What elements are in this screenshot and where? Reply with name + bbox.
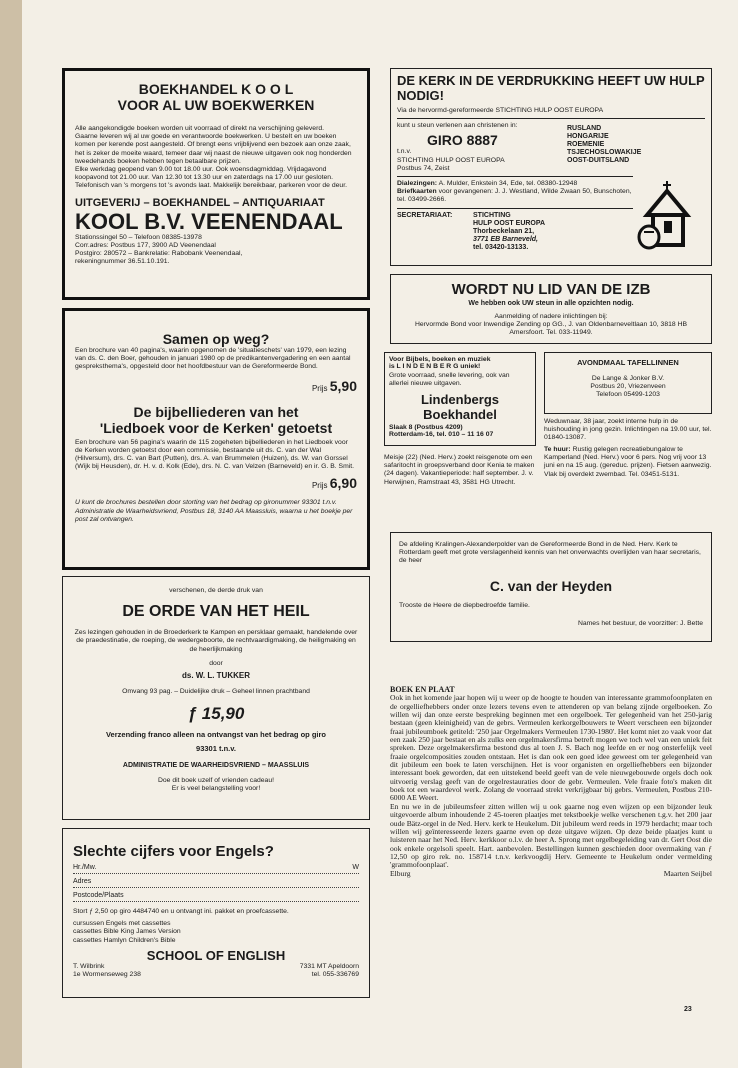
kerk-stichting: STICHTING HULP OOST EUROPA [397, 156, 505, 164]
engels-instructions: Stort ƒ 2,50 op giro 4484740 en u ontvangt ini. pakket en proefcassette. [73, 908, 289, 915]
form-label-name-suffix: W [352, 864, 359, 871]
lindenbergs-addr-2: Rotterdam-16, tel. 010 – 11 16 07 [389, 431, 494, 439]
article-body-2: En nu we in de jubileumsfeer zitten willen wij u ook gaarne nog even wijzen op een bijzonder leuk uitgevoerde album inhoudende 2 45-toeren plaatjes met tekstboekje welke verschenen t.g.v. het 200 jaar oude Bätz-orgel in de Ned. Herv. kerk te Heukelum. Dit jubileum werd reeds in 1979 herdacht; maar toch willen wij geïnteresseerde lezers gaarne even op deze uitgave wijzen. Op deze beide plaatjes kunt u luisteren naar het Ned. Herv. kerkkoor o.l.v. de heer A. Sprong met orgelbegeleiding van dr. Gert Oost die ook enkele orgelsoli speelt. Hart. aanbevolen. Bestellingen kunnen geschieden door overmaking van ƒ 12,50 op giro rek. no. 158714 t.n.v. kerkvoogdij Herv. Gemeente te Heukelum onder vermelding 'grammofoonplaat'. [390, 801, 712, 870]
orde-text: Zes lezingen gehouden in de Broederkerk te Kampen en persklaar gemaakt, handelende over de praedestinatie, de roeping, de wedergeboorte, de rechtvaardigmaking, de heiligmaking en de heerlijkmaking [74, 629, 358, 653]
country: HONGARIJE [567, 133, 609, 140]
kerk-tnv: t.n.v. [397, 148, 412, 156]
form-field-address[interactable] [73, 874, 359, 888]
classified-te-huur [544, 446, 712, 479]
ad-tafellinnen [544, 352, 712, 414]
kool-address-4: rekeningnummer 36.51.10.191. [75, 258, 170, 266]
liedboek-price-label: Prijs [311, 481, 328, 491]
article-body-1: Ook in het komende jaar hopen wij u weer op de hoogte te houden van interessante grammofoonplaten en de orgelliefhebbers onder onze lezers tevens even te attenderen op van belang zijnde orgelboeken. Zo willen wij dan onze eerste bespreking beginnen met een orgelboek. Ter gelegenheid van het 250-jarig bestaan (geen kleinigheid) van de gebrs. Vermeulen kerkorgelbouwers te Weert verscheen een bijzonder fraai jubileumboek getiteld: '250 jaar Orgelmakers Vermeulen 1730-1980'. Het komt niet zo vaak voor dat een zaak 250 jaar bestaat en als zulks een orgelmakersfirma betreft mogen we toch wel van een uniek feit spreken. Deze orgelmakersfirma bestond dus al toen J. S. Bach nog leefde en er nog onsterfelijk veel fraaie orgelcomposities zouden ontstaan. Het is dan ook een goed idee geweest om ter gelegenheid van dit jubileum een boek te laten verschijnen. Het is voor organisten en orgelliefhebbers een bijzonder interessant boek geworden, dat een uitstekend beeld geeft van de vele nieuwgebouwde orgels doch ook uitvoerig verslag geeft van de orgelrestauraties door de gebr. Vermeulen. Vele fraaie foto's maken dit boek tot een waardevol werk. Zolang de voorraad strekt verkrijgbaar bij gebrs. Vermeulen, Postbus 210-6000 AE Weert. [390, 693, 712, 803]
form-field-name[interactable] [73, 860, 359, 874]
obituary-sign: Names het bestuur, de voorzitter: J. Bette [577, 619, 703, 627]
countries-list [567, 125, 641, 165]
orde-pre: verschenen, de derde druk van [169, 587, 263, 594]
engels-contact-row-1 [73, 963, 359, 971]
izb-title: WORDT NU LID VAN DE IZB [451, 281, 651, 298]
izb-subtitle: We hebben ook UW steun in alle opzichten nodig. [468, 300, 634, 307]
divider [397, 176, 633, 177]
orde-giro: 93301 t.n.v. [196, 744, 236, 754]
obituary-name: C. van der Heyden [489, 577, 613, 594]
order-instructions: U kunt de brochures bestellen door storting van het bedrag op gironummer 93301 t.n.v. Administratie de Waarheidsvriend, Postbus 18, 3140 AA Maassluis, waarna u het boekje per post zal ontvangen. [75, 499, 353, 523]
lindenbergs-name-1: Lindenbergs [420, 392, 499, 408]
sec-line: 3771 EB Barneveld, [473, 235, 538, 243]
article-boek-en-plaat [390, 686, 712, 878]
kool-text-2: Gaarne leveren wij al uw goede en verantwoorde boekwerken. U besteIt en uw boeken komen per kerende post aangesteld. Of brengt eens vrijblijvend een bezoek aan onze zaak, het is zeker de moeite waard, temeer daar wij naast de nieuwe uitgaven ook nog honderden tweedehands boeken hebben tegen betaalbare prijzen. [75, 133, 352, 165]
dial-label: Dialezingen: [397, 180, 438, 188]
divider [397, 208, 633, 209]
kool-address-3: Postgiro: 280572 – Bankrelatie: Rabobank Veenendaal, [75, 250, 243, 258]
orde-price: ƒ 15,90 [187, 704, 245, 724]
dial-text: A. Mulder, Enkstein 34, Ede, tel. 08380-12948 [438, 180, 578, 188]
form-label-postcode: Postcode/Plaats [73, 892, 124, 899]
engels-street: 1e Wormenseweg 238 [73, 971, 141, 979]
tafellinnen-title: AVONDMAAL TAFELLINNEN [577, 358, 679, 367]
samen-price-label: Prijs [311, 383, 328, 393]
liedboek-title-2: 'Liedboek voor de Kerken' getoetst [99, 419, 333, 436]
liedboek-title-1: De bijbelliederen van het [133, 403, 299, 420]
sec-line: Thorbeckelaan 21, [473, 227, 535, 235]
kool-company-name: KOOL B.V. VEENENDAAL [75, 208, 343, 234]
newspaper-page [22, 0, 738, 1068]
samen-price: 5,90 [329, 377, 357, 394]
ad-slechte-cijfers [62, 828, 370, 998]
ad-boekhandel-kool [62, 68, 370, 300]
lindenbergs-name-2: Boekhandel [423, 407, 497, 423]
divider [397, 118, 705, 119]
samen-price-row [75, 378, 357, 394]
classified-meisje: Meisje (22) (Ned. Herv.) zoekt reisgenote om een safaritocht in groepsverband door Kenia te maken (24 dagen). Vakantieperiode: half september. J. v. Herwijnen, Ramstraat 43, 3581 HG Utrecht. [384, 454, 535, 486]
form-field-postcode[interactable] [73, 888, 359, 902]
country: TSJECHOSLOWAKIJE [567, 149, 642, 156]
tafellinnen-line-3: Telefoon 05499-1203 [596, 391, 660, 399]
engels-city: 7331 MT Apeldoorn [299, 962, 359, 970]
orde-author: ds. W. L. TUKKER [182, 671, 250, 681]
orde-format: Omvang 93 pag. – Duidelijke druk – Geheel linnen prachtband [122, 688, 310, 696]
ad-brochures [62, 308, 370, 570]
article-place: Elburg [390, 868, 411, 878]
liedboek-price: 6,90 [329, 475, 357, 492]
engels-item: cursussen Engels met cassettes [73, 920, 171, 928]
ad-obituary [390, 532, 712, 642]
liedboek-price-row [75, 475, 357, 491]
orde-title: DE ORDE VAN HET HEIL [122, 603, 310, 621]
kool-title-1: BOEKHANDEL K O O L [138, 81, 294, 97]
kool-text-3: Elke werkdag geopend van 9.00 tot 18.00 uur. Ook woensdagmiddag. Vrijdagavond koopavond tot 21.00 uur. Van 12.30 tot 13.30 uur en zaterdags na 17.00 uur gesloten. Telefonisch van 's morgens tot 's avonds laat. Makkelijk bereikbaar, parkeren voor de deur. [75, 166, 347, 190]
country: OOST-DUITSLAND [567, 157, 630, 164]
sec-line: tel. 03420-13133. [473, 243, 529, 251]
country: RUSLAND [567, 125, 602, 132]
kerk-via: Via de hervormd-gereformeerde STICHTING HULP OOST EUROPA [397, 107, 604, 114]
engels-item: cassettes Bible King James Version [73, 928, 181, 936]
engels-item: cassettes Hamlyn Children's Bible [73, 936, 176, 944]
article-signature [390, 870, 712, 878]
kerk-postbus: Postbus 74, Zeist [397, 164, 450, 172]
engels-title: Slechte cijfers voor Engels? [73, 843, 274, 860]
ad-kerk-verdrukking [390, 68, 712, 266]
orde-door: door [209, 659, 223, 667]
lindenbergs-line-1: Voor Bijbels, boeken en muziek [389, 356, 491, 363]
tafellinnen-line-2: Postbus 20, Vriezenveen [590, 383, 666, 391]
kerk-giro: GIRO 8887 [427, 132, 498, 149]
orde-gift-2: Er is veel belangstelling voor! [171, 785, 261, 793]
kool-title-2: VOOR AL UW BOEKWERKEN [117, 97, 315, 113]
engels-school: SCHOOL OF ENGLISH [146, 947, 286, 963]
izb-info-2: Hervormde Bond voor Inwendige Zending op GG., J. van Oldenbarneveltlaan 10, 3818 HB Amersfoort. Tel. 033-11949. [414, 321, 688, 337]
orde-admin: ADMINISTRATIE DE WAARHEIDSVRIEND – MAASSLUIS [122, 762, 310, 770]
lindenbergs-line-3: Grote voorraad, snelle levering, ook van allerlei nieuwe uitgaven. [389, 372, 510, 388]
church-bread-logo-icon [637, 177, 703, 251]
kerk-title: DE KERK IN DE VERDRUKKING HEEFT UW HULP NODIG! [397, 73, 705, 103]
kool-subtitle: UITGEVERIJ – BOEKHANDEL – ANTIQUARIAAT [75, 196, 325, 209]
te-huur-text: Rustig gelegen recreatiebungalow te Kamperland (Ned. Herv.) voor 6 pers. Nog vrij voor 13 juni en na 15 aug. (gereduc. prijzen). Fietsen aanwezig. Vlak bij overdekt zwembad. Tel. 03451-5131. [544, 446, 712, 478]
te-huur-label: Te huur: [544, 446, 571, 453]
sec-line: HULP OOST EUROPA [473, 219, 546, 227]
orde-shipping: Verzending franco alleen na ontvangst van het bedrag op giro [105, 730, 327, 740]
article-author: Maarten Seijbel [663, 868, 712, 878]
engels-contact-row-2 [73, 971, 359, 979]
obituary-text: De afdeling Kralingen-Alexanderpolder van de Gereformeerde Bond in de Ned. Herv. Kerk te Rotterdam geeft met grote verslagenheid kennis van het onverwachts overlijden van haar secretaris, de heer [399, 541, 701, 565]
brief-label: Briefkaarten [397, 188, 437, 196]
brief-text: voor gevangenen: J. J. Westland, Wilde Zwaan 50, Bunschoten, tel. 03499-2666. [397, 188, 632, 204]
ad-orde-van-het-heil [62, 576, 370, 820]
form-label-name: Hr./Mw. [73, 864, 97, 871]
tafellinnen-line-1: De Lange & Jonker B.V. [591, 375, 665, 382]
orde-gift-1: Doe dit boek uzelf of vrienden cadeau! [157, 777, 274, 785]
obituary-trooste: Trooste de Heere de diepbedroefde familie. [399, 601, 530, 609]
kerk-dialezingen [397, 180, 633, 188]
country: ROEMENIE [567, 141, 605, 148]
lindenbergs-addr-1: Slaak 8 (Postbus 4209) [389, 424, 463, 432]
classified-weduwnaar: Weduwnaar, 38 jaar, zoekt interne hulp in de huishouding in jong gezin. Inlichtingen na 19.00 uur, tel. 01840-13087. [544, 418, 712, 442]
form-label-address: Adres [73, 878, 92, 885]
lindenbergs-line-2: is L I N D E N B E R G uniek! [389, 363, 481, 370]
samen-title: Samen op weg? [162, 331, 270, 347]
kerk-briefkaarten [397, 188, 633, 204]
izb-info-1: Aanmelding of nadere inlichtingen bij: [494, 313, 608, 320]
kerk-kunt: kunt u steun verlenen aan christenen in: [397, 122, 518, 130]
ad-izb [390, 274, 712, 344]
page-number: 23 [684, 1006, 692, 1013]
kool-address-2: Corr.adres: Postbus 177, 3900 AD Veenendaal [75, 241, 216, 249]
ad-lindenbergs [384, 352, 536, 446]
liedboek-text: Een brochure van 56 pagina's waarin de 115 zogeheten bijbelliederen in het Liedboek voor de Kerken worden getoetst door een commissie, bestaande uit ds. C. van der Wal (Hilversum), drs. C. van Bart (Putten), drs. A. van Brummelen (Huizen), ds. W. van Gorssel (Wijk bij Heusden), dr. H. v. d. Kolk (Ede), drs. N. C. van Velzen (Barneveld) en ir. G. B. Smit. [75, 438, 355, 471]
kool-text-1: Alle aangekondigde boeken worden uit voorraad of direkt na verschijning geleverd. [75, 125, 325, 132]
kool-address-1: Stationssingel 50 – Telefoon 08385-13978 [75, 233, 202, 241]
engels-name: T. Wilbrink [73, 962, 105, 970]
article-title: BOEK EN PLAAT [390, 685, 455, 694]
sec-line: STICHTING [473, 211, 511, 219]
samen-text: Een brochure van 40 pagina's, waarin opgenomen de 'situatieschets' van 1979, een lezing van ds. C. den Boer, gehouden in januari 1980 op de predikantenvergadering en een aantal gespreksthema's, opgesteld door het hoofdbestuur van de Gereformeerde Bond. [75, 347, 351, 371]
sec-label: SECRETARIAAT: [397, 211, 453, 219]
engels-tel: tel. 055-336769 [311, 971, 359, 979]
